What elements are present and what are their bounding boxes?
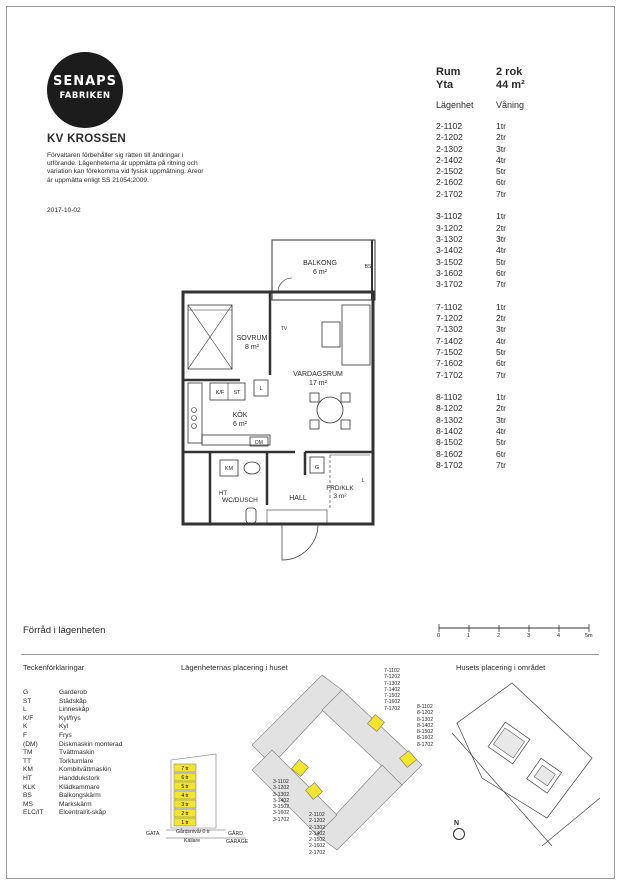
- date: 2017-10-02: [47, 207, 81, 214]
- placement-apartment: 3-1302: [273, 791, 290, 798]
- apartment-row: [436, 234, 556, 245]
- list-bottom: [309, 812, 325, 856]
- apartment-row: [436, 415, 556, 426]
- placement-apartment: 2-1502: [309, 837, 326, 844]
- apartment-number: 3-1102: [436, 211, 463, 222]
- legend-desc: Kyl/frys: [59, 714, 81, 722]
- apartment-floor: 2tr: [496, 222, 507, 233]
- apartment-number: 3-1302: [436, 233, 463, 244]
- apartment-number: 2-1302: [436, 143, 463, 154]
- placement-apartment: 2-1602: [309, 843, 326, 850]
- legend-code: MS: [23, 800, 33, 808]
- placement-apartment: 7-1302: [384, 680, 401, 687]
- apartment-number: 2-1702: [436, 188, 463, 199]
- legend-code: BS: [23, 792, 32, 800]
- apartment-row: [436, 189, 556, 200]
- apartment-number: 3-1402: [436, 245, 463, 256]
- garage-label: GARAGE: [226, 839, 249, 845]
- apartment-floor: 5tr: [496, 437, 507, 448]
- legend-code: ST: [23, 697, 32, 705]
- legend-code: KLK: [23, 783, 36, 791]
- legend-desc: Handdukstork: [59, 774, 100, 782]
- apartment-floor: 7tr: [496, 279, 507, 290]
- wc-label: WC/DUSCH: [222, 497, 258, 504]
- apartment-number: 2-1502: [436, 166, 463, 177]
- legend-desc: Markskärm: [59, 800, 92, 808]
- legend-code: TT: [23, 757, 32, 765]
- apartment-row: [436, 245, 556, 256]
- placement-apartment: 7-1602: [384, 699, 401, 706]
- legend-desc: Kyl: [59, 723, 69, 731]
- legend-item: [23, 766, 122, 775]
- col-lagenhet: Lägenhet: [436, 100, 474, 110]
- apartment-number: 8-1202: [436, 403, 463, 414]
- legend-code: ELC/IT: [23, 809, 44, 817]
- apartment-number: 7-1202: [436, 313, 463, 324]
- tv-label: TV: [280, 326, 288, 332]
- scale-2: 2: [497, 633, 501, 639]
- apartment-number: 7-1602: [436, 358, 463, 369]
- storage-label: Förråd i lägenheten: [23, 625, 106, 636]
- apartment-floor: 1tr: [496, 211, 507, 222]
- apartment-row: [436, 268, 556, 279]
- km-label: KM: [224, 466, 234, 472]
- legend-desc: Linneskåp: [59, 706, 90, 714]
- legend-item: [23, 749, 122, 758]
- dm-label: DM: [255, 440, 263, 446]
- project-title: KV KROSSEN: [47, 133, 127, 145]
- apartment-floor: 3tr: [496, 143, 507, 154]
- placement-apartment: 8-1102: [417, 704, 433, 710]
- legend-desc: Frys: [59, 731, 72, 739]
- placement-apartment: 3-1602: [273, 810, 290, 817]
- scale-1: 1: [467, 633, 471, 639]
- apartment-floor: 2tr: [496, 403, 507, 414]
- placement-apartment: 8-1602: [417, 735, 434, 742]
- apartment-number: 3-1202: [436, 222, 463, 233]
- apartment-row: [436, 223, 556, 234]
- apartment-row: [436, 121, 556, 132]
- apartment-number: 7-1402: [436, 335, 463, 346]
- floor-label: 7 tr: [181, 766, 189, 772]
- rum-label: Rum: [436, 66, 461, 78]
- legend-code: K/F: [23, 714, 34, 722]
- placement-apartment: 3-1202: [273, 785, 290, 792]
- apartment-floor: 1tr: [496, 392, 507, 403]
- legend-list: [23, 689, 122, 818]
- sovrum-label: SOVRUM: [236, 335, 268, 342]
- kok-label: KÖK: [232, 412, 248, 419]
- divider: [21, 654, 599, 655]
- scale-bar: [437, 623, 592, 641]
- logo-line2: FABRIKEN: [59, 91, 111, 101]
- apartment-floor: 1tr: [496, 121, 507, 131]
- gata-label: GATA: [146, 831, 160, 837]
- placement-apartment: 3-1502: [273, 804, 290, 811]
- apartment-floor: 1tr: [496, 301, 507, 312]
- legend-code: L: [23, 706, 27, 714]
- balkong-area: 6 m²: [313, 269, 327, 276]
- apartment-row: [436, 358, 556, 369]
- apartment-row: [436, 403, 556, 414]
- apartment-number: 2-1402: [436, 154, 463, 165]
- placement-apartment: 7-1202: [384, 674, 401, 681]
- apartment-floor: 7tr: [496, 369, 507, 380]
- scale-3: 3: [527, 633, 531, 639]
- apartment-floor: 3tr: [496, 324, 507, 335]
- apartment-group: [436, 121, 556, 200]
- apartment-group: [436, 302, 556, 381]
- list-left: [273, 779, 289, 823]
- apartment-row: [436, 449, 556, 460]
- apartment-row: [436, 324, 556, 335]
- apartment-floor: 4tr: [496, 335, 507, 346]
- legend-item: [23, 698, 122, 707]
- legend-desc: Diskmaskin monterad: [59, 740, 123, 748]
- apartment-floor: 5tr: [496, 256, 507, 267]
- apartment-row: [436, 132, 556, 143]
- building-diagram: [242, 665, 442, 855]
- list-right: [417, 704, 433, 748]
- floor-label: 1 tr: [181, 820, 189, 826]
- gard-label: GÅRD: [228, 831, 243, 837]
- legend-item: [23, 723, 122, 732]
- north-icon: [453, 828, 465, 840]
- legend-item: [23, 689, 122, 698]
- apartment-row: [436, 302, 556, 313]
- legend-item: [23, 715, 122, 724]
- placement-apartment: 2-1402: [309, 830, 326, 837]
- placement-apartment: 7-1402: [384, 686, 401, 693]
- legend-desc: Klädkammare: [59, 783, 100, 791]
- area-map: [452, 678, 602, 848]
- placement-apartment: 8-1402: [417, 722, 434, 729]
- legend-code: KM: [23, 766, 33, 774]
- area-title: Husets placering i området: [456, 663, 546, 672]
- apartment-row: [436, 155, 556, 166]
- apartment-number: 7-1302: [436, 324, 463, 335]
- list-top: [384, 668, 400, 712]
- apartment-number: 8-1702: [436, 459, 463, 470]
- hall-label: HALL: [289, 495, 307, 502]
- legend-item: [23, 706, 122, 715]
- apartment-row: [436, 313, 556, 324]
- apartment-floor: 7tr: [496, 459, 507, 470]
- floor-label: 5 tr: [181, 784, 189, 790]
- apartment-floor: 6tr: [496, 267, 507, 278]
- north-label: N: [454, 820, 460, 827]
- apartment-row: [436, 460, 556, 471]
- placement-apartment: 8-1302: [417, 716, 434, 723]
- placement-apartment: 2-1102: [309, 812, 325, 818]
- placement-apartment: 3-1102: [273, 779, 289, 785]
- apartment-number: 8-1102: [436, 392, 463, 403]
- apartment-floor: 6tr: [496, 177, 507, 188]
- placement-apartment: 8-1702: [417, 741, 434, 748]
- apartment-floor: 2tr: [496, 132, 507, 143]
- vardagsrum-label: VARDAGSRUM: [293, 371, 343, 378]
- apartment-floor: 5tr: [496, 166, 507, 177]
- legend-item: [23, 792, 122, 801]
- placement-apartment: 3-1402: [273, 797, 290, 804]
- apartment-floor: 7tr: [496, 188, 507, 199]
- apartment-floor: 3tr: [496, 233, 507, 244]
- legend-code: G: [23, 689, 29, 696]
- legend-item: [23, 732, 122, 741]
- legend-item: [23, 784, 122, 793]
- legend-desc: Tvättmaskin: [59, 749, 95, 757]
- floor-label: 2 tr: [181, 811, 189, 817]
- st-label: ST: [233, 390, 241, 396]
- apartment-number: 8-1502: [436, 437, 463, 448]
- logo-line1: SENAPS: [52, 74, 118, 89]
- apartment-floor: 5tr: [496, 346, 507, 357]
- apartment-row: [436, 437, 556, 448]
- ht-label: HT: [219, 491, 227, 497]
- apartment-row: [436, 370, 556, 381]
- placement-apartment: 2-1702: [309, 849, 326, 856]
- apartment-number: 8-1602: [436, 448, 463, 459]
- legend-desc: Kombitvättmaskin: [59, 766, 112, 774]
- floor-label: 6 tr: [181, 775, 189, 781]
- apartment-number: 7-1102: [436, 301, 463, 312]
- placement-apartment: 7-1702: [384, 705, 401, 712]
- apartment-number: 8-1302: [436, 414, 463, 425]
- apartment-floor: 3tr: [496, 414, 507, 425]
- apartment-list: [436, 121, 556, 483]
- legend-code: (DM): [23, 740, 38, 748]
- scale-0: 0: [437, 633, 441, 639]
- legend-desc: Elcentral/it-skåp: [59, 809, 106, 817]
- l1-label: L: [259, 386, 263, 392]
- apartment-number: 2-1202: [436, 132, 463, 143]
- legend-code: F: [23, 731, 28, 739]
- apartment-row: [436, 279, 556, 290]
- apartment-number: 2-1602: [436, 177, 463, 188]
- legend-desc: Städskåp: [59, 697, 87, 705]
- placement-apartment: 8-1502: [417, 729, 434, 736]
- apartment-row: [436, 392, 556, 403]
- apartment-row: [436, 347, 556, 358]
- floor-label: 3 tr: [181, 802, 189, 808]
- apartment-floor: 2tr: [496, 313, 507, 324]
- yta-label: Yta: [436, 79, 454, 91]
- floor-plan: [170, 230, 385, 565]
- gardsniva-label: Gårdsnivå/ 0 tr: [176, 829, 211, 835]
- disclaimer: Förvaltaren förbehåller sig rätten till ändringar i utförande. Lägenheterna är uppmätta på ritning och variation kan förekomma vid fysisk uppmätning. Areor är uppmätta enligt SS 21054:2009.: [47, 152, 204, 184]
- apartment-row: [436, 257, 556, 268]
- apartment-number: 8-1402: [436, 426, 463, 437]
- apartment-number: 3-1702: [436, 279, 463, 290]
- floor-label: 4 tr: [181, 793, 189, 799]
- legend-desc: Garderob: [59, 689, 87, 696]
- apartment-floor: 6tr: [496, 358, 507, 369]
- senaps-logo: [47, 52, 123, 128]
- legend-item: [23, 809, 122, 818]
- apartment-number: 7-1702: [436, 369, 463, 380]
- balkong-label: BALKONG: [303, 260, 337, 267]
- apartment-row: [436, 336, 556, 347]
- apartment-floor: 6tr: [496, 448, 507, 459]
- apartment-floor: 4tr: [496, 245, 507, 256]
- vardagsrum-area: 17 m²: [309, 380, 327, 387]
- apartment-group: [436, 392, 556, 471]
- legend-title: Teckenförklaringar: [23, 663, 85, 672]
- placement-apartment: 7-1502: [384, 693, 401, 700]
- apartment-floor: 4tr: [496, 426, 507, 437]
- rum-value: 2 rok: [496, 66, 523, 78]
- placement-apartment: 2-1202: [309, 818, 326, 825]
- scale-5: 5m: [585, 633, 593, 639]
- kf-label: K/F: [215, 390, 225, 396]
- apartment-table-header: [436, 100, 556, 110]
- scale-ruler: [437, 624, 592, 636]
- g-label: G: [314, 465, 320, 471]
- apartment-row: [436, 426, 556, 437]
- bs-label: BS: [364, 264, 372, 270]
- apartment-row: [436, 211, 556, 222]
- legend-item: [23, 775, 122, 784]
- placement-apartment: 8-1202: [417, 710, 434, 717]
- apartment-number: 7-1502: [436, 346, 463, 357]
- apartment-info: [436, 66, 525, 92]
- frdklk-area: 3 m²: [333, 493, 347, 500]
- col-vaning: Våning: [496, 100, 525, 110]
- placement-apartment: 3-1702: [273, 816, 290, 823]
- legend-desc: Torktumlare: [59, 757, 94, 765]
- legend-code: HT: [23, 774, 32, 782]
- sovrum-area: 8 m²: [245, 344, 259, 351]
- apartment-number: 3-1602: [436, 267, 463, 278]
- apartment-row: [436, 177, 556, 188]
- placement-apartment: 7-1102: [384, 668, 400, 674]
- apartment-group: [436, 211, 556, 290]
- placement-title: Lägenheternas placering i huset: [181, 663, 288, 672]
- legend-code: K: [23, 723, 28, 731]
- legend-code: TM: [23, 749, 33, 757]
- legend-item: [23, 741, 122, 750]
- apartment-number: 2-1102: [436, 121, 463, 131]
- yta-value: 44 m²: [496, 79, 525, 91]
- placement-apartment: 2-1302: [309, 824, 326, 831]
- apartment-floor: 4tr: [496, 154, 507, 165]
- legend-desc: Balkongskärm: [59, 792, 101, 800]
- kok-area: 6 m²: [233, 421, 247, 428]
- kallare-label: Källare: [184, 838, 201, 844]
- frdklk-label: FRD/KLK: [326, 485, 354, 492]
- apartment-row: [436, 166, 556, 177]
- legend-item: [23, 758, 122, 767]
- apartment-number: 3-1502: [436, 256, 463, 267]
- scale-4: 4: [557, 633, 561, 639]
- l2-label: L: [361, 478, 365, 484]
- apartment-row: [436, 144, 556, 155]
